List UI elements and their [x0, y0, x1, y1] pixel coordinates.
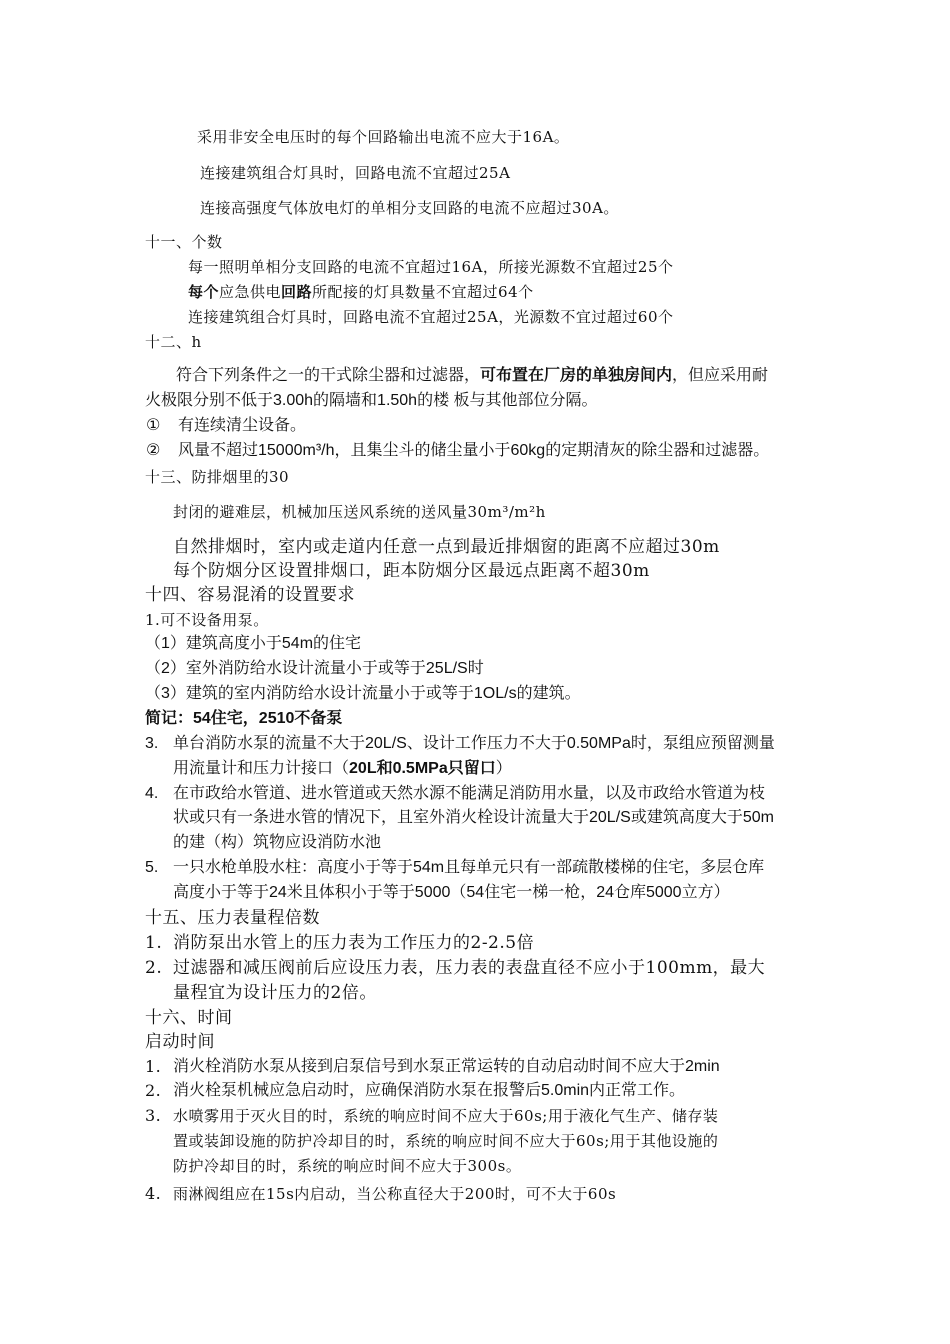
list-number: 4. — [145, 785, 159, 802]
inline-text: 应急供电 — [219, 283, 282, 301]
section-heading: 十一、个数 — [145, 233, 223, 251]
text-line: 采用非安全电压时的每个回路输出电流不应大于16A。 — [197, 128, 570, 146]
text-line — [176, 366, 768, 385]
list-item: 雨淋阀组应在15s内启动，当公称直径大于200时，可不大于60s — [173, 1185, 617, 1203]
section-heading: 十三、防排烟里的30 — [145, 468, 290, 486]
list-item: 有连续清尘设备。 — [178, 417, 307, 434]
list-item: 消火栓泵机械应急启动时，应确保消防水泵在报警后5.0min内正常工作。 — [173, 1082, 686, 1099]
list-item: 量程宜为设计压力的2倍。 — [173, 983, 377, 1003]
text-line: （1）建筑高度小于54m的住宅 — [145, 635, 362, 652]
note-text: 简记：54住宅，2510不备泵 — [145, 710, 343, 727]
text-line: 火极限分别不低于3.00h的隔墙和1.50h的楼 板与其他部位分隔。 — [145, 392, 598, 409]
bold-text: 20L和0.5MPa只留口 — [349, 760, 496, 777]
text-line: 连接建筑组合灯具时，回路电流不宜超过25A — [200, 164, 511, 182]
list-marker: ② — [146, 442, 161, 459]
list-number: 1. — [145, 1057, 162, 1076]
text-line: 每一照明单相分支回路的电流不宜超过16A，所接光源数不宜超过25个 — [188, 258, 674, 276]
list-item: 消火栓消防水泵从接到启泵信号到水泵正常运转的自动启动时间不应大于2min — [173, 1058, 720, 1075]
list-marker: ① — [146, 417, 161, 434]
list-number: 2. — [145, 1081, 162, 1100]
list-item: 水喷雾用于灭火目的时，系统的响应时间不应大于60s;用于液化气生产、储存装 — [173, 1107, 719, 1125]
text-line: （2）室外消防给水设计流量小于或等于25L/S时 — [145, 660, 484, 677]
text-line: 封闭的避难层，机械加压送风系统的送风量30m³/m²h — [173, 503, 546, 521]
sub-heading: 启动时间 — [145, 1032, 215, 1052]
section-heading: 十五、压力表量程倍数 — [145, 908, 320, 928]
text-line: 每个防烟分区设置排烟口，距本防烟分区最远点距离不超30m — [173, 561, 650, 581]
list-item: 的建（构）筑物应设消防水池 — [173, 834, 382, 851]
text-line — [188, 283, 534, 301]
list-number: 4. — [145, 1184, 162, 1203]
list-item: 置或装卸设施的防护冷却目的时，系统的响应时间不应大于60s;用于其他设施的 — [173, 1132, 719, 1150]
list-item: 在市政给水管道、进水管道或天然水源不能满足消防用水量，以及市政给水管道为枝 — [173, 785, 766, 802]
bold-text: 每个 — [188, 283, 220, 301]
list-item: 消防泵出水管上的压力表为工作压力的2-2.5倍 — [173, 933, 535, 953]
list-item: 单台消防水泵的流量不大于20L/S、设计工作压力不大于0.50MPa时，泵组应预留测量 — [173, 735, 775, 752]
bold-text: 可布置在厂房的单独房间内 — [480, 367, 673, 384]
inline-text: 所配接的灯具数量不宜超过64个 — [312, 283, 534, 301]
list-number: 1. — [145, 933, 163, 953]
inline-text: ，但应采用耐 — [672, 367, 769, 384]
list-item — [173, 759, 512, 778]
list-number: 2. — [145, 958, 163, 978]
list-number: 3. — [145, 1106, 162, 1125]
section-heading: 十四、容易混淆的设置要求 — [145, 585, 355, 605]
text-line: 连接高强度气体放电灯的单相分支回路的电流不应超过30A。 — [200, 199, 619, 217]
inline-text: 符合下列条件之一的干式除尘器和过滤器， — [176, 367, 481, 384]
bold-text: 回路 — [281, 283, 313, 301]
list-item: 状或只有一条进水管的情况下，且室外消火栓设计流量大于20L/S或建筑高度大于50m — [173, 809, 774, 826]
section-heading: 十六、时间 — [145, 1008, 233, 1028]
list-number: 5. — [145, 859, 159, 876]
list-item: 一只水枪单股水柱：高度小于等于54m且每单元只有一部疏散楼梯的住宅，多层仓库 — [173, 859, 765, 876]
list-item: 过滤器和减压阀前后应设压力表，压力表的表盘直径不应小于100mm，最大 — [173, 958, 766, 978]
inline-text: ） — [495, 760, 512, 777]
list-item: 高度小于等于24米且体积小于等于5000（54住宅一梯一枪，24仓库5000立方） — [173, 884, 730, 901]
list-item: 防护冷却目的时，系统的响应时间不应大于300s。 — [173, 1157, 522, 1175]
text-line: 连接建筑组合灯具时，回路电流不宜超过25A，光源数不宜过超过60个 — [188, 308, 674, 326]
list-number: 3. — [145, 735, 159, 752]
section-heading: 十二、h — [145, 333, 202, 351]
text-line: 自然排烟时，室内或走道内任意一点到最近排烟窗的距离不应超过30m — [173, 537, 720, 557]
inline-text: 用流量计和压力计接口（ — [173, 760, 350, 777]
text-line: 1.可不设备用泵。 — [145, 611, 269, 629]
text-line: （3）建筑的室内消防给水设计流量小于或等于1OL/s的建筑。 — [145, 685, 581, 702]
list-item: 风量不超过15000m³/h，且集尘斗的储尘量小于60kg的定期清灰的除尘器和过滤器。 — [178, 442, 770, 459]
